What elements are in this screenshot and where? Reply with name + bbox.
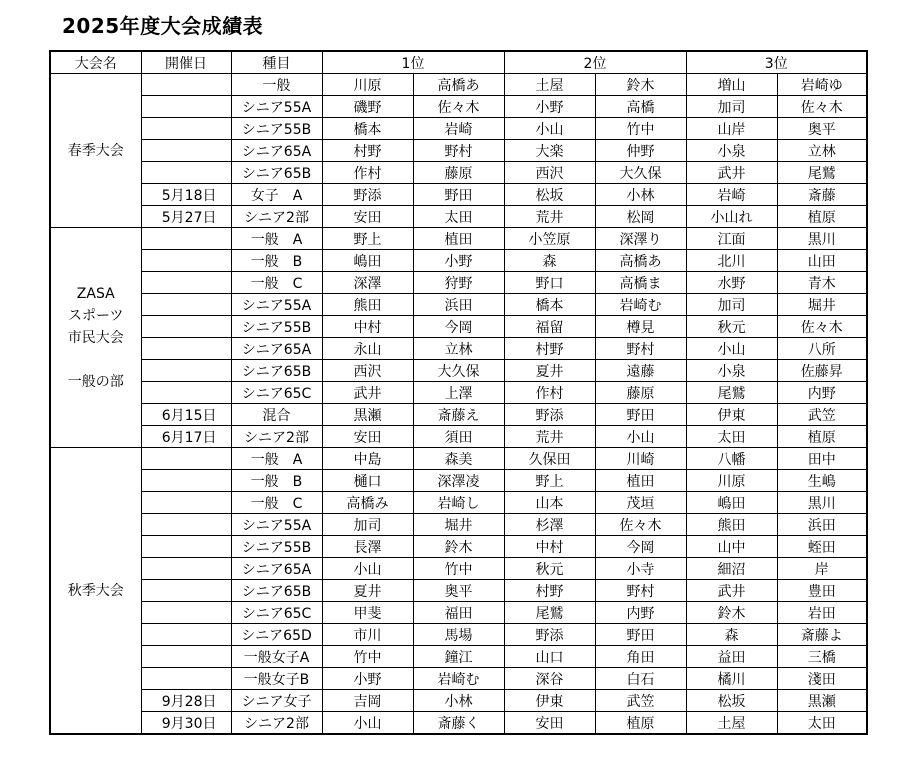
date-cell: 6月15日 — [141, 404, 231, 426]
table-row — [50, 140, 867, 162]
event-cell: シニア65B — [231, 162, 322, 184]
place-1-name-cell: 市川 — [322, 624, 413, 646]
table-row — [50, 668, 867, 690]
place-3-name-cell: 森 — [686, 624, 777, 646]
tournament-name-line: 春季大会 — [67, 142, 124, 159]
event-cell: シニア55B — [231, 118, 322, 140]
place-2-name-cell: 内野 — [595, 602, 686, 624]
event-cell: シニア65D — [231, 624, 322, 646]
table-row — [50, 624, 867, 646]
place-2-name-cell: 秋元 — [504, 558, 595, 580]
place-3-name-cell: 青木 — [777, 272, 867, 294]
place-1-name-cell: 浜田 — [413, 294, 504, 316]
place-1-name-cell: 岩崎し — [413, 492, 504, 514]
place-2-name-cell: 小山 — [504, 118, 595, 140]
place-3-name-cell: 佐藤昇 — [777, 360, 867, 382]
place-3-name-cell: 斎藤 — [777, 184, 867, 206]
date-cell — [141, 294, 231, 316]
place-3-name-cell: 山中 — [686, 536, 777, 558]
place-2-name-cell: 武笠 — [595, 690, 686, 712]
place-2-name-cell: 今岡 — [595, 536, 686, 558]
date-cell — [141, 646, 231, 668]
table-row — [50, 96, 867, 118]
place-3-name-cell: 熊田 — [686, 514, 777, 536]
event-cell: 一般 A — [231, 448, 322, 470]
place-1-name-cell: 加司 — [322, 514, 413, 536]
place-1-name-cell: 野添 — [322, 184, 413, 206]
place-3-name-cell: 小泉 — [686, 360, 777, 382]
place-1-name-cell: 嶋田 — [322, 250, 413, 272]
place-1-name-cell: 野村 — [413, 140, 504, 162]
table-row — [50, 338, 867, 360]
place-2-name-cell: 荒井 — [504, 206, 595, 228]
header-second: 2位 — [504, 51, 686, 74]
place-1-name-cell: 大久保 — [413, 360, 504, 382]
tournament-name-line: 市民大会 — [67, 329, 124, 346]
place-2-name-cell: 大久保 — [595, 162, 686, 184]
table-row — [50, 184, 867, 206]
table-row — [50, 536, 867, 558]
date-cell — [141, 382, 231, 404]
place-3-name-cell: 佐々木 — [777, 96, 867, 118]
place-3-name-cell: 川原 — [686, 470, 777, 492]
place-3-name-cell: 立林 — [777, 140, 867, 162]
event-cell: 一般 — [231, 74, 322, 96]
place-3-name-cell: 黒川 — [777, 228, 867, 250]
place-1-name-cell: 甲斐 — [322, 602, 413, 624]
results-table — [49, 50, 868, 735]
place-2-name-cell: 中村 — [504, 536, 595, 558]
place-2-name-cell: 野村 — [595, 338, 686, 360]
place-1-name-cell: 野上 — [322, 228, 413, 250]
place-1-name-cell: 黒瀬 — [322, 404, 413, 426]
place-1-name-cell: 斎藤え — [413, 404, 504, 426]
table-row — [50, 690, 867, 712]
place-2-name-cell: 夏井 — [504, 360, 595, 382]
place-2-name-cell: 作村 — [504, 382, 595, 404]
tournament-name-line: 一般の部 — [67, 373, 124, 390]
place-2-name-cell: 野田 — [595, 404, 686, 426]
place-1-name-cell: 福田 — [413, 602, 504, 624]
place-2-name-cell: 竹中 — [595, 118, 686, 140]
event-cell: シニア55B — [231, 316, 322, 338]
date-cell — [141, 250, 231, 272]
place-3-name-cell: 内野 — [777, 382, 867, 404]
header-row — [50, 51, 867, 74]
event-cell: シニア65C — [231, 382, 322, 404]
place-3-name-cell: 加司 — [686, 294, 777, 316]
place-1-name-cell: 野田 — [413, 184, 504, 206]
place-1-name-cell: 藤原 — [413, 162, 504, 184]
place-2-name-cell: 小寺 — [595, 558, 686, 580]
table-row — [50, 492, 867, 514]
event-cell: シニア65C — [231, 602, 322, 624]
place-3-name-cell: 小泉 — [686, 140, 777, 162]
place-1-name-cell: 小野 — [322, 668, 413, 690]
event-cell: シニア2部 — [231, 206, 322, 228]
place-2-name-cell: 西沢 — [504, 162, 595, 184]
place-2-name-cell: 深澤り — [595, 228, 686, 250]
place-1-name-cell: 中島 — [322, 448, 413, 470]
event-cell: 一般 B — [231, 250, 322, 272]
place-3-name-cell: 黒川 — [777, 492, 867, 514]
table-row — [50, 514, 867, 536]
place-1-name-cell: 竹中 — [322, 646, 413, 668]
place-3-name-cell: 益田 — [686, 646, 777, 668]
place-3-name-cell: 武井 — [686, 580, 777, 602]
place-3-name-cell: 秋元 — [686, 316, 777, 338]
place-1-name-cell: 安田 — [322, 426, 413, 448]
date-cell — [141, 470, 231, 492]
event-cell: シニア65B — [231, 360, 322, 382]
place-3-name-cell: 増山 — [686, 74, 777, 96]
place-3-name-cell: 水野 — [686, 272, 777, 294]
place-2-name-cell: 福留 — [504, 316, 595, 338]
place-3-name-cell: 武井 — [686, 162, 777, 184]
place-2-name-cell: 山口 — [504, 646, 595, 668]
place-1-name-cell: 小野 — [413, 250, 504, 272]
event-cell: シニア65B — [231, 580, 322, 602]
place-1-name-cell: 佐々木 — [413, 96, 504, 118]
event-cell: シニア65A — [231, 558, 322, 580]
page-title: 2025年度大会成績表 — [62, 14, 264, 38]
place-3-name-cell: 太田 — [686, 426, 777, 448]
place-2-name-cell: 白石 — [595, 668, 686, 690]
place-1-name-cell: 今岡 — [413, 316, 504, 338]
place-1-name-cell: 上澤 — [413, 382, 504, 404]
table-row — [50, 162, 867, 184]
place-1-name-cell: 永山 — [322, 338, 413, 360]
place-2-name-cell: 樽見 — [595, 316, 686, 338]
place-3-name-cell: 伊東 — [686, 404, 777, 426]
place-1-name-cell: 植田 — [413, 228, 504, 250]
place-3-name-cell: 岩崎 — [686, 184, 777, 206]
tournament-name-cell — [50, 228, 141, 448]
table-row — [50, 316, 867, 338]
place-1-name-cell: 鈴木 — [413, 536, 504, 558]
header-first: 1位 — [322, 51, 504, 74]
place-1-name-cell: 岩崎む — [413, 668, 504, 690]
place-2-name-cell: 荒井 — [504, 426, 595, 448]
header-event: 種目 — [231, 51, 322, 74]
place-1-name-cell: 武井 — [322, 382, 413, 404]
date-cell — [141, 602, 231, 624]
place-3-name-cell: 三橋 — [777, 646, 867, 668]
place-2-name-cell: 杉澤 — [504, 514, 595, 536]
date-cell — [141, 140, 231, 162]
place-3-name-cell: 浜田 — [777, 514, 867, 536]
header-tournament: 大会名 — [50, 51, 141, 74]
date-cell — [141, 580, 231, 602]
place-1-name-cell: 西沢 — [322, 360, 413, 382]
place-1-name-cell: 磯野 — [322, 96, 413, 118]
place-2-name-cell: 高橋あ — [595, 250, 686, 272]
place-2-name-cell: 野添 — [504, 404, 595, 426]
place-3-name-cell: 尾鷲 — [686, 382, 777, 404]
tournament-name-line — [51, 349, 141, 371]
place-2-name-cell: 大楽 — [504, 140, 595, 162]
tournament-name-cell — [50, 448, 141, 735]
header-third: 3位 — [686, 51, 867, 74]
table-row — [50, 712, 867, 735]
place-3-name-cell: 岩田 — [777, 602, 867, 624]
header-date: 開催日 — [141, 51, 231, 74]
event-cell: シニア65A — [231, 338, 322, 360]
place-3-name-cell: 山岸 — [686, 118, 777, 140]
place-2-name-cell: 山本 — [504, 492, 595, 514]
place-1-name-cell: 深澤 — [322, 272, 413, 294]
table-row — [50, 360, 867, 382]
place-1-name-cell: 夏井 — [322, 580, 413, 602]
place-3-name-cell: 植原 — [777, 206, 867, 228]
event-cell: シニア55A — [231, 514, 322, 536]
place-2-name-cell: 小山 — [595, 426, 686, 448]
place-2-name-cell: 伊東 — [504, 690, 595, 712]
place-1-name-cell: 吉岡 — [322, 690, 413, 712]
place-3-name-cell: 土屋 — [686, 712, 777, 735]
place-1-name-cell: 岩崎 — [413, 118, 504, 140]
place-3-name-cell: 加司 — [686, 96, 777, 118]
place-1-name-cell: 馬場 — [413, 624, 504, 646]
tournament-name-line: ZASA — [76, 285, 115, 302]
place-3-name-cell: 奥平 — [777, 118, 867, 140]
place-2-name-cell: 野口 — [504, 272, 595, 294]
place-1-name-cell: 斎藤く — [413, 712, 504, 735]
place-2-name-cell: 茂垣 — [595, 492, 686, 514]
place-2-name-cell: 高橋 — [595, 96, 686, 118]
place-2-name-cell: 藤原 — [595, 382, 686, 404]
place-3-name-cell: 黒瀬 — [777, 690, 867, 712]
place-3-name-cell: 細沼 — [686, 558, 777, 580]
place-1-name-cell: 竹中 — [413, 558, 504, 580]
place-1-name-cell: 高橋み — [322, 492, 413, 514]
table-row — [50, 646, 867, 668]
place-1-name-cell: 堀井 — [413, 514, 504, 536]
event-cell: 一般 B — [231, 470, 322, 492]
place-2-name-cell: 松岡 — [595, 206, 686, 228]
place-2-name-cell: 岩崎む — [595, 294, 686, 316]
place-3-name-cell: 江面 — [686, 228, 777, 250]
place-3-name-cell: 岸 — [777, 558, 867, 580]
table-row — [50, 448, 867, 470]
place-1-name-cell: 安田 — [322, 206, 413, 228]
place-3-name-cell: 蛭田 — [777, 536, 867, 558]
place-3-name-cell: 岩崎ゆ — [777, 74, 867, 96]
place-2-name-cell: 森 — [504, 250, 595, 272]
place-3-name-cell: 淺田 — [777, 668, 867, 690]
place-1-name-cell: 深澤凌 — [413, 470, 504, 492]
place-2-name-cell: 野添 — [504, 624, 595, 646]
place-2-name-cell: 尾鷲 — [504, 602, 595, 624]
place-1-name-cell: 須田 — [413, 426, 504, 448]
place-1-name-cell: 村野 — [322, 140, 413, 162]
place-3-name-cell: 堀井 — [777, 294, 867, 316]
place-3-name-cell: 植原 — [777, 426, 867, 448]
table-row — [50, 118, 867, 140]
place-3-name-cell: 嶋田 — [686, 492, 777, 514]
place-1-name-cell: 川原 — [322, 74, 413, 96]
date-cell: 6月17日 — [141, 426, 231, 448]
table-row — [50, 426, 867, 448]
tournament-name-line: スポーツ — [68, 307, 124, 324]
date-cell: 9月28日 — [141, 690, 231, 712]
place-3-name-cell: 尾鷲 — [777, 162, 867, 184]
event-cell: 一般女子A — [231, 646, 322, 668]
place-3-name-cell: 田中 — [777, 448, 867, 470]
results-body — [50, 74, 867, 735]
place-3-name-cell: 豊田 — [777, 580, 867, 602]
place-2-name-cell: 松坂 — [504, 184, 595, 206]
place-3-name-cell: 山田 — [777, 250, 867, 272]
place-1-name-cell: 長澤 — [322, 536, 413, 558]
event-cell: 一般 A — [231, 228, 322, 250]
date-cell — [141, 162, 231, 184]
date-cell — [141, 492, 231, 514]
tournament-name-cell — [50, 74, 141, 228]
table-row — [50, 74, 867, 96]
place-1-name-cell: 熊田 — [322, 294, 413, 316]
place-1-name-cell: 小山 — [322, 558, 413, 580]
place-2-name-cell: 村野 — [504, 338, 595, 360]
place-2-name-cell: 橋本 — [504, 294, 595, 316]
date-cell — [141, 624, 231, 646]
date-cell — [141, 96, 231, 118]
place-2-name-cell: 植原 — [595, 712, 686, 735]
place-2-name-cell: 角田 — [595, 646, 686, 668]
place-1-name-cell: 立林 — [413, 338, 504, 360]
event-cell: シニア55B — [231, 536, 322, 558]
date-cell: 9月30日 — [141, 712, 231, 735]
event-cell: シニア女子 — [231, 690, 322, 712]
place-2-name-cell: 仲野 — [595, 140, 686, 162]
table-row — [50, 228, 867, 250]
tournament-name-line: 秋季大会 — [67, 582, 124, 599]
place-3-name-cell: 佐々木 — [777, 316, 867, 338]
place-2-name-cell: 野上 — [504, 470, 595, 492]
date-cell — [141, 360, 231, 382]
date-cell — [141, 536, 231, 558]
place-1-name-cell: 森美 — [413, 448, 504, 470]
place-2-name-cell: 野田 — [595, 624, 686, 646]
place-2-name-cell: 野村 — [595, 580, 686, 602]
event-cell: 女子 A — [231, 184, 322, 206]
date-cell — [141, 668, 231, 690]
place-3-name-cell: 八幡 — [686, 448, 777, 470]
place-3-name-cell: 武笠 — [777, 404, 867, 426]
table-row — [50, 558, 867, 580]
place-3-name-cell: 小山 — [686, 338, 777, 360]
place-1-name-cell: 太田 — [413, 206, 504, 228]
event-cell: 混合 — [231, 404, 322, 426]
date-cell — [141, 228, 231, 250]
place-3-name-cell: 生嶋 — [777, 470, 867, 492]
place-2-name-cell: 久保田 — [504, 448, 595, 470]
place-1-name-cell: 狩野 — [413, 272, 504, 294]
table-row — [50, 294, 867, 316]
place-2-name-cell: 遠藤 — [595, 360, 686, 382]
place-2-name-cell: 小林 — [595, 184, 686, 206]
event-cell: シニア55A — [231, 96, 322, 118]
table-row — [50, 580, 867, 602]
place-3-name-cell: 小山れ — [686, 206, 777, 228]
place-2-name-cell: 安田 — [504, 712, 595, 735]
table-row — [50, 206, 867, 228]
place-2-name-cell: 佐々木 — [595, 514, 686, 536]
place-1-name-cell: 小山 — [322, 712, 413, 735]
date-cell — [141, 272, 231, 294]
place-2-name-cell: 村野 — [504, 580, 595, 602]
place-1-name-cell: 中村 — [322, 316, 413, 338]
event-cell: 一般 C — [231, 492, 322, 514]
place-2-name-cell: 鈴木 — [595, 74, 686, 96]
place-1-name-cell: 小林 — [413, 690, 504, 712]
place-1-name-cell: 奥平 — [413, 580, 504, 602]
place-1-name-cell: 橋本 — [322, 118, 413, 140]
place-3-name-cell: 太田 — [777, 712, 867, 735]
event-cell: シニア2部 — [231, 426, 322, 448]
table-row — [50, 404, 867, 426]
place-3-name-cell: 鈴木 — [686, 602, 777, 624]
place-3-name-cell: 松坂 — [686, 690, 777, 712]
place-2-name-cell: 川崎 — [595, 448, 686, 470]
place-3-name-cell: 橘川 — [686, 668, 777, 690]
date-cell: 5月18日 — [141, 184, 231, 206]
date-cell — [141, 316, 231, 338]
place-1-name-cell: 作村 — [322, 162, 413, 184]
place-3-name-cell: 八所 — [777, 338, 867, 360]
place-2-name-cell: 小野 — [504, 96, 595, 118]
date-cell — [141, 514, 231, 536]
place-2-name-cell: 土屋 — [504, 74, 595, 96]
place-3-name-cell: 北川 — [686, 250, 777, 272]
date-cell — [141, 118, 231, 140]
event-cell: 一般 C — [231, 272, 322, 294]
place-1-name-cell: 鐘江 — [413, 646, 504, 668]
event-cell: シニア65A — [231, 140, 322, 162]
table-row — [50, 250, 867, 272]
table-row — [50, 470, 867, 492]
date-cell — [141, 338, 231, 360]
place-2-name-cell: 深谷 — [504, 668, 595, 690]
table-row — [50, 602, 867, 624]
event-cell: シニア55A — [231, 294, 322, 316]
place-1-name-cell: 樋口 — [322, 470, 413, 492]
place-2-name-cell: 植田 — [595, 470, 686, 492]
date-cell: 5月27日 — [141, 206, 231, 228]
date-cell — [141, 448, 231, 470]
date-cell — [141, 558, 231, 580]
table-row — [50, 382, 867, 404]
place-1-name-cell: 高橋あ — [413, 74, 504, 96]
place-2-name-cell: 小笠原 — [504, 228, 595, 250]
table-row — [50, 272, 867, 294]
date-cell — [141, 74, 231, 96]
place-2-name-cell: 高橋ま — [595, 272, 686, 294]
event-cell: シニア2部 — [231, 712, 322, 735]
place-3-name-cell: 斎藤よ — [777, 624, 867, 646]
event-cell: 一般女子B — [231, 668, 322, 690]
